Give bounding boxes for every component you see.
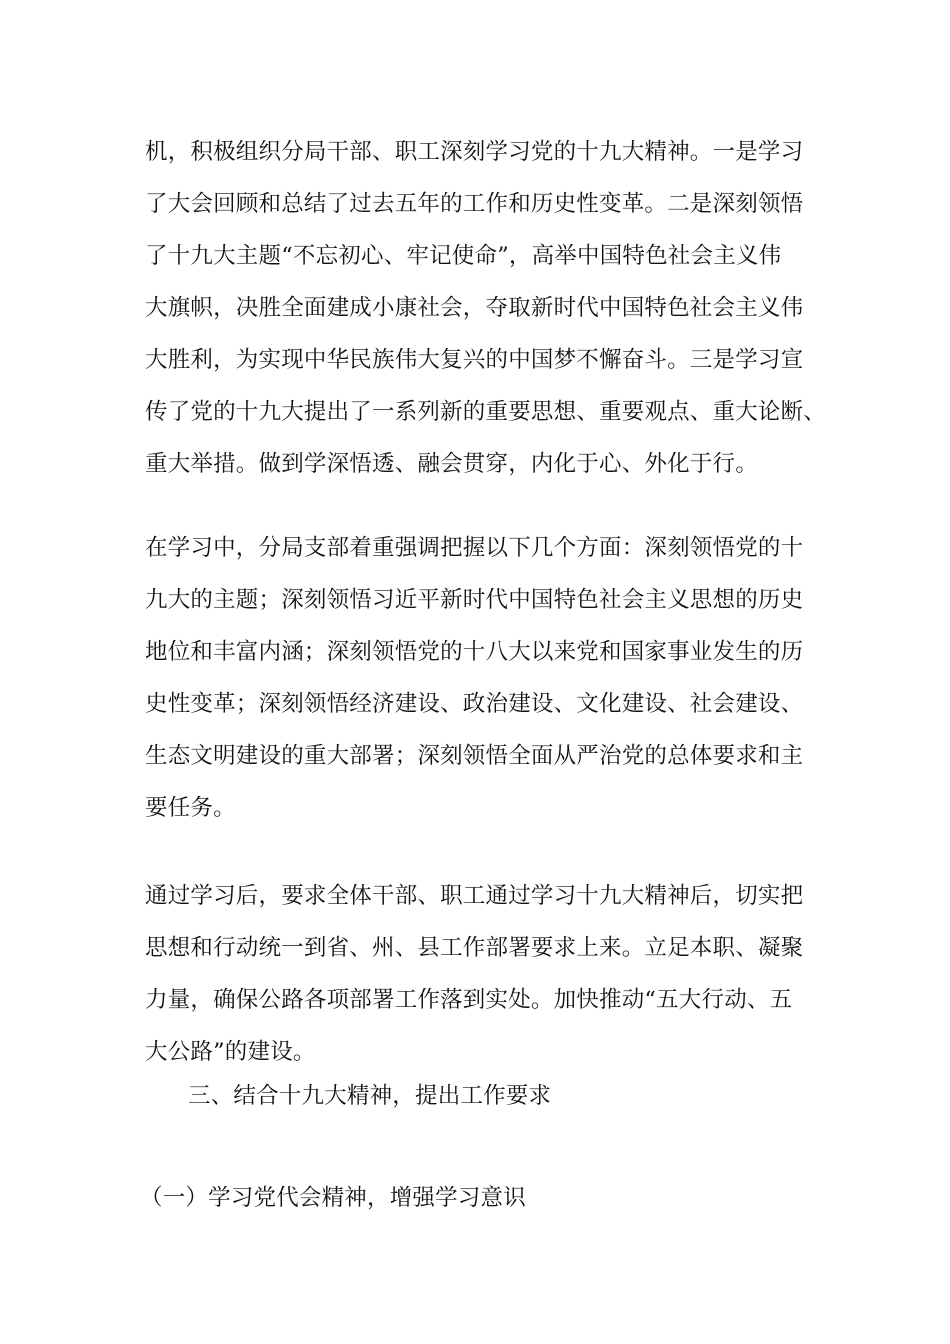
- text-line: 九大的主题；深刻领悟习近平新时代中国特色社会主义思想的历史: [145, 587, 804, 613]
- text-line: 传了党的十九大提出了一系列新的重要思想、重要观点、重大论断、: [145, 399, 827, 425]
- text-line: 了十九大主题“不忘初心、牢记使命”，高举中国特色社会主义伟: [145, 243, 782, 269]
- text-line: 通过学习后，要求全体干部、职工通过学习十九大精神后，切实把: [145, 883, 804, 909]
- subsection-heading: [140, 1172, 820, 1224]
- section-heading-text: 三、结合十九大精神，提出工作要求: [188, 1083, 552, 1109]
- text-line: 了大会回顾和总结了过去五年的工作和历史性变革。二是深刻领悟: [145, 191, 804, 217]
- text-line: 大公路”的建设。: [145, 1039, 316, 1065]
- subsection-heading-text: （一）学习党代会精神，增强学习意识: [140, 1185, 526, 1211]
- text-line: 大旗帜，决胜全面建成小康社会，夺取新时代中国特色社会主义伟: [145, 295, 804, 321]
- text-line: 要任务。: [145, 795, 236, 821]
- text-line: 重大举措。做到学深悟透、融会贯穿，内化于心、外化于行。: [145, 451, 758, 477]
- text-line: 机，积极组织分局干部、职工深刻学习党的十九大精神。一是学习: [145, 139, 804, 165]
- paragraph-study-content: [145, 126, 825, 490]
- text-line: 生态文明建设的重大部署；深刻领悟全面从严治党的总体要求和主: [145, 743, 804, 769]
- text-line: 在学习中，分局支部着重强调把握以下几个方面：深刻领悟党的十: [145, 535, 804, 561]
- text-line: 力量，确保公路各项部署工作落到实处。加快推动“五大行动、五: [145, 987, 793, 1013]
- text-line: 地位和丰富内涵；深刻领悟党的十八大以来党和国家事业发生的历: [145, 639, 804, 665]
- text-line: 大胜利，为实现中华民族伟大复兴的中国梦不懈奋斗。三是学习宣: [145, 347, 804, 373]
- paragraph-study-requirements: [145, 870, 825, 1078]
- text-line: 思想和行动统一到省、州、县工作部署要求上来。立足本职、凝聚: [145, 935, 804, 961]
- text-line: 史性变革；深刻领悟经济建设、政治建设、文化建设、社会建设、: [145, 691, 804, 717]
- section-heading: [188, 1070, 868, 1122]
- paragraph-study-focus: [145, 522, 825, 834]
